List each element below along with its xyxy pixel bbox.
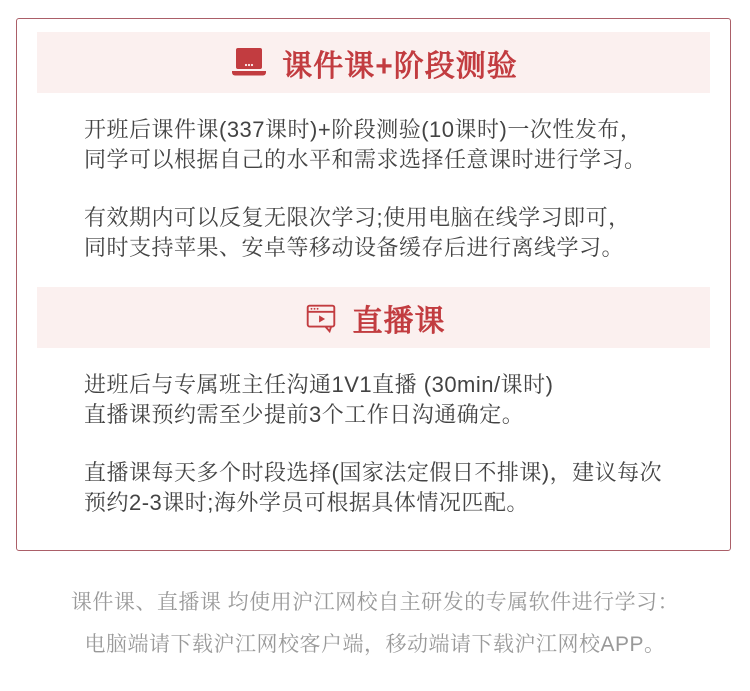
courseware-paragraph-release <box>84 115 710 175</box>
courseware-section-title: 课件课+阶段测验 <box>282 49 518 83</box>
text-line: 直播课每天多个时段选择(国家法定假日不排课)，建议每次 <box>84 460 663 485</box>
courseware-section-header <box>37 32 710 93</box>
software-note-line-1: 课件课、直播课 均使用沪江网校自主研发的专属软件进行学习： <box>70 591 680 614</box>
text-line: 同学可以根据自己的水平和需求选择任意课时进行学习。 <box>84 147 647 172</box>
text-line: 同时支持苹果、安卓等移动设备缓存后进行离线学习。 <box>84 235 625 260</box>
text-line: 直播课预约需至少提前3个工作日沟通确定。 <box>84 402 525 427</box>
live-window-icon <box>302 299 340 337</box>
laptop-icon <box>229 45 269 81</box>
live-section-title: 直播课 <box>352 304 446 338</box>
text-line: 开班后课件课(337课时)+阶段测验(10课时)一次性发布， <box>84 117 643 142</box>
text-line: 预约2-3课时;海外学员可根据具体情况匹配。 <box>84 490 529 515</box>
software-note-line-2: 电脑端请下载沪江网校客户端，移动端请下载沪江网校APP。 <box>84 633 666 656</box>
live-paragraph-schedule <box>84 458 710 518</box>
course-details-panel <box>16 18 731 551</box>
text-line: 进班后与专属班主任沟通1V1直播 (30min/课时) <box>84 372 554 397</box>
software-note <box>0 582 750 666</box>
course-info-page <box>0 18 750 666</box>
live-paragraph-booking <box>84 370 710 430</box>
live-section-header <box>37 287 710 348</box>
courseware-paragraph-validity <box>84 203 710 263</box>
text-line: 有效期内可以反复无限次学习;使用电脑在线学习即可， <box>84 205 631 230</box>
